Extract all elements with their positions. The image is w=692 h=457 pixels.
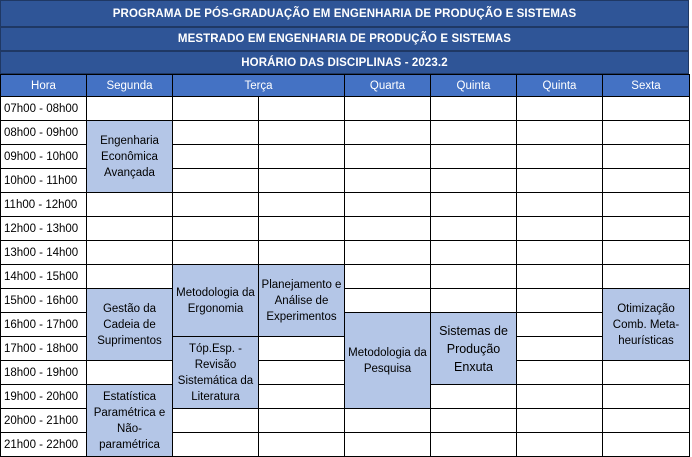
empty-cell — [259, 145, 345, 169]
empty-cell — [345, 169, 431, 193]
empty-cell — [87, 217, 173, 241]
table-row — [1, 265, 690, 289]
hour-cell: 17h00 - 18h00 — [1, 337, 87, 361]
empty-cell — [603, 193, 690, 217]
table-row — [1, 193, 690, 217]
empty-cell — [517, 145, 603, 169]
empty-cell — [345, 145, 431, 169]
empty-cell — [87, 265, 173, 289]
schedule-table — [0, 74, 690, 457]
course-engenharia-economica: Engenharia Econômica Avançada — [87, 121, 173, 193]
empty-cell — [603, 121, 690, 145]
empty-cell — [259, 97, 345, 121]
empty-cell — [431, 169, 517, 193]
empty-cell — [517, 433, 603, 457]
course-metodologia-pesquisa: Metodologia da Pesquisa — [345, 313, 431, 409]
empty-cell — [173, 97, 259, 121]
empty-cell — [517, 337, 603, 361]
empty-cell — [345, 193, 431, 217]
empty-cell — [259, 385, 345, 409]
header-row — [1, 75, 690, 97]
empty-cell — [345, 217, 431, 241]
hour-cell: 07h00 - 08h00 — [1, 97, 87, 121]
col-thursday-1: Quinta — [431, 75, 517, 97]
hour-cell: 20h00 - 21h00 — [1, 409, 87, 433]
hour-cell: 11h00 - 12h00 — [1, 193, 87, 217]
hour-cell: 18h00 - 19h00 — [1, 361, 87, 385]
empty-cell — [173, 193, 259, 217]
hour-cell: 08h00 - 09h00 — [1, 121, 87, 145]
table-row — [1, 289, 690, 313]
program-banner: PROGRAMA DE PÓS-GRADUAÇÃO EM ENGENHARIA DE PRODUÇÃO E SISTEMAS — [0, 0, 689, 27]
empty-cell — [345, 265, 431, 289]
empty-cell — [259, 241, 345, 265]
empty-cell — [87, 97, 173, 121]
empty-cell — [517, 385, 603, 409]
hour-cell: 10h00 - 11h00 — [1, 169, 87, 193]
empty-cell — [345, 289, 431, 313]
empty-cell — [431, 217, 517, 241]
empty-cell — [603, 265, 690, 289]
empty-cell — [603, 385, 690, 409]
empty-cell — [603, 409, 690, 433]
empty-cell — [603, 433, 690, 457]
empty-cell — [173, 169, 259, 193]
empty-cell — [173, 409, 259, 433]
empty-cell — [259, 217, 345, 241]
empty-cell — [517, 97, 603, 121]
empty-cell — [173, 433, 259, 457]
hour-cell: 19h00 - 20h00 — [1, 385, 87, 409]
empty-cell — [431, 145, 517, 169]
col-monday: Segunda — [87, 75, 173, 97]
course-top-esp: Tóp.Esp. - Revisão Sistemática da Literatura — [173, 337, 259, 409]
empty-cell — [517, 169, 603, 193]
course-gestao-cadeia: Gestão da Cadeia de Suprimentos — [87, 289, 173, 361]
course-estatistica: Estatística Paramétrica e Não-paramétrica — [87, 385, 173, 457]
empty-cell — [431, 193, 517, 217]
empty-cell — [345, 409, 431, 433]
empty-cell — [173, 121, 259, 145]
course-planejamento-experimentos: Planejamento e Análise de Experimentos — [259, 265, 345, 337]
empty-cell — [431, 265, 517, 289]
empty-cell — [517, 289, 603, 313]
empty-cell — [431, 409, 517, 433]
empty-cell — [517, 265, 603, 289]
empty-cell — [173, 217, 259, 241]
col-thursday-2: Quinta — [517, 75, 603, 97]
empty-cell — [517, 217, 603, 241]
empty-cell — [345, 121, 431, 145]
table-row — [1, 217, 690, 241]
empty-cell — [259, 337, 345, 361]
hour-cell: 13h00 - 14h00 — [1, 241, 87, 265]
hour-cell: 16h00 - 17h00 — [1, 313, 87, 337]
empty-cell — [259, 361, 345, 385]
empty-cell — [259, 169, 345, 193]
hour-cell: 14h00 - 15h00 — [1, 265, 87, 289]
empty-cell — [603, 361, 690, 385]
table-row — [1, 97, 690, 121]
empty-cell — [259, 409, 345, 433]
empty-cell — [345, 97, 431, 121]
course-metodologia-ergonomia: Metodologia da Ergonomia — [173, 265, 259, 337]
empty-cell — [345, 241, 431, 265]
course-banner: MESTRADO EM ENGENHARIA DE PRODUÇÃO E SISTEMAS — [0, 27, 689, 51]
empty-cell — [87, 361, 173, 385]
empty-cell — [173, 241, 259, 265]
empty-cell — [259, 121, 345, 145]
empty-cell — [603, 145, 690, 169]
empty-cell — [345, 433, 431, 457]
empty-cell — [87, 193, 173, 217]
empty-cell — [517, 313, 603, 337]
empty-cell — [431, 97, 517, 121]
empty-cell — [603, 241, 690, 265]
empty-cell — [517, 121, 603, 145]
empty-cell — [173, 145, 259, 169]
col-tuesday: Terça — [173, 75, 345, 97]
empty-cell — [517, 409, 603, 433]
hour-cell: 12h00 - 13h00 — [1, 217, 87, 241]
col-wednesday: Quarta — [345, 75, 431, 97]
empty-cell — [431, 241, 517, 265]
empty-cell — [431, 121, 517, 145]
empty-cell — [431, 289, 517, 313]
empty-cell — [603, 217, 690, 241]
empty-cell — [517, 361, 603, 385]
empty-cell — [431, 433, 517, 457]
hour-cell: 09h00 - 10h00 — [1, 145, 87, 169]
empty-cell — [259, 193, 345, 217]
empty-cell — [517, 193, 603, 217]
table-row — [1, 121, 690, 145]
schedule-title-banner: HORÁRIO DAS DISCIPLINAS - 2023.2 — [0, 51, 689, 74]
hour-cell: 21h00 - 22h00 — [1, 433, 87, 457]
empty-cell — [603, 97, 690, 121]
course-otimizacao: Otimização Comb. Meta-heurísticas — [603, 289, 690, 361]
course-sistemas-producao: Sistemas de Produção Enxuta — [431, 313, 517, 385]
empty-cell — [87, 241, 173, 265]
table-row — [1, 241, 690, 265]
empty-cell — [259, 433, 345, 457]
empty-cell — [431, 385, 517, 409]
col-hour: Hora — [1, 75, 87, 97]
empty-cell — [603, 169, 690, 193]
empty-cell — [517, 241, 603, 265]
col-friday: Sexta — [603, 75, 690, 97]
hour-cell: 15h00 - 16h00 — [1, 289, 87, 313]
